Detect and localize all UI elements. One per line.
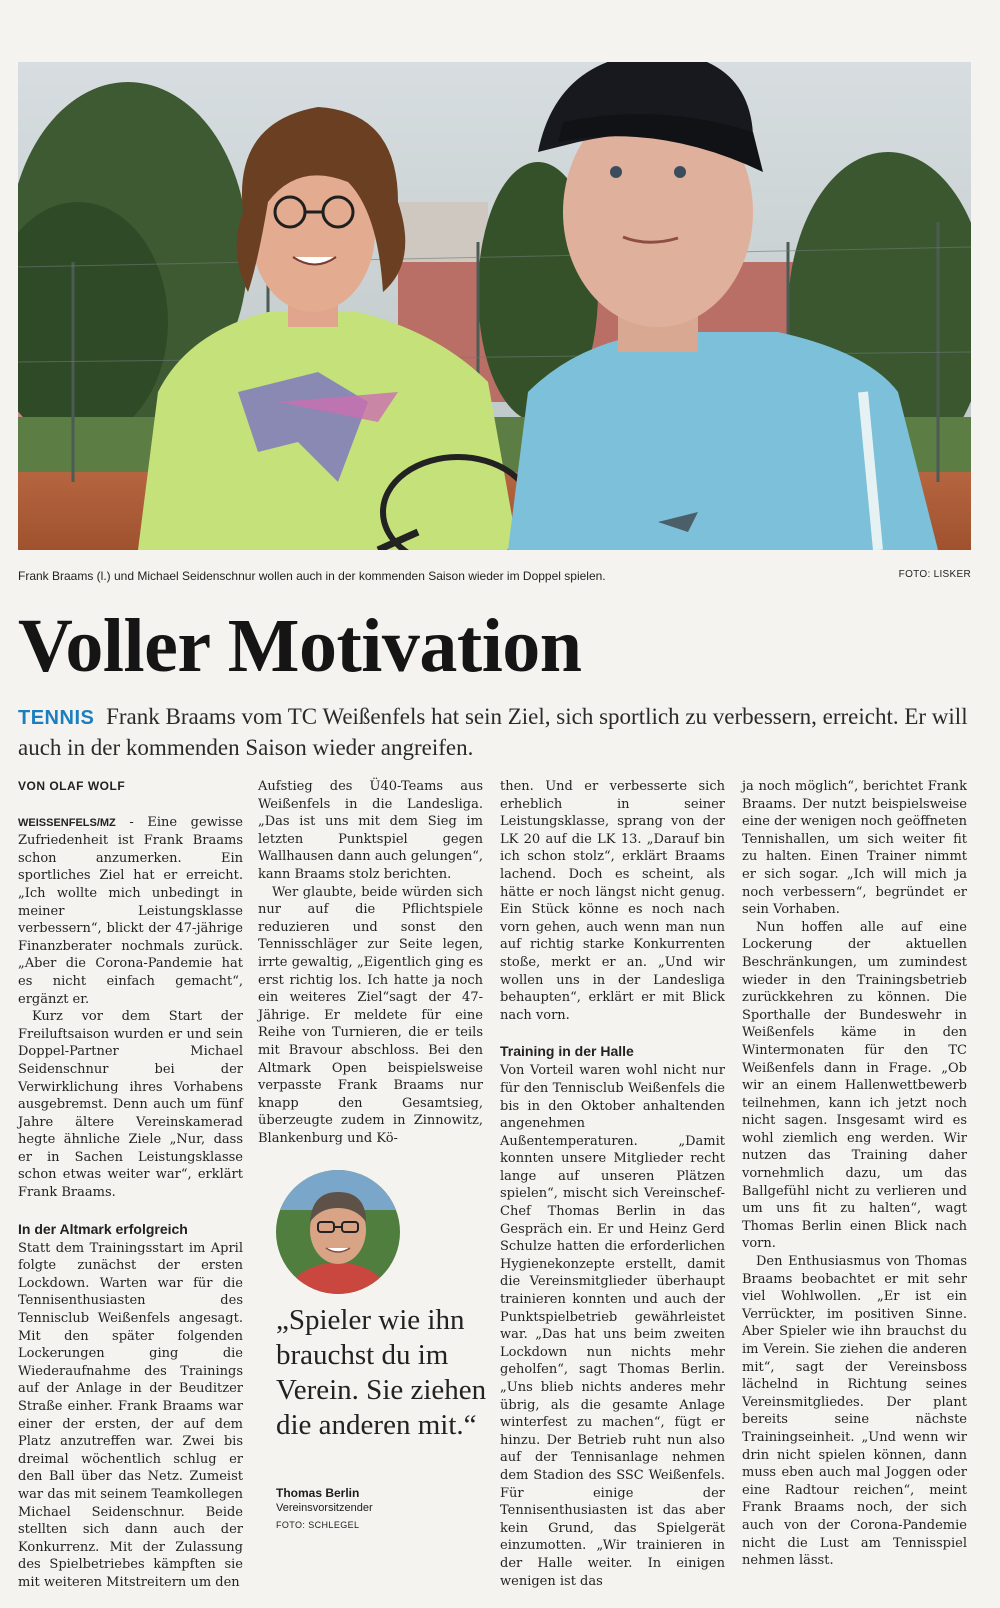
col3-paragraph-2: Von Vorteil waren wohl nicht nur für den Tennisclub Weißenfels die bis in den Oktober anhaltenden angenehmen Außentemperaturen. „Damit konnten unsere Mitglieder recht lange auf unseren Plätzen spielen“, mischt sich Vereinschef-Chef Thomas Berlin in das Gespräch ein. Er und Heinz Gerd Schulze hatten die erforderlichen Hygienekonzepte erstellt, damit die Vereinsmitglieder überhaupt trainieren konnten und auch der Punktspielbetrieb gewährleistet war. „Das hat uns beim zweiten Lockdown nun nichts mehr geholfen“, sagt Thomas Berlin. „Uns blieb nichts anderes mehr übrig, als die gesamte Anlage winterfest zu machen“, fügt er hinzu. Der Betrieb ruht nun also auf der Tennisanlage nehmen dem Stadion des SSC Weißenfels. Für einige der Tennisenthusiasten ist das aber kein Grund, das Spielgerät einzumotten. „Wir trainieren in der Halle weiter. In einigen wenigen ist das: [500, 1063, 725, 1589]
col4-paragraph-3: Den Enthusiasmus von Thomas Braams beobachtet er mit sehr viel Wohlwollen. „Er ist ein Verrückter, im positiven Sinne. Aber Spieler wie ihn brauchst du im Verein. Sie ziehen die anderen mit“, sagt der Vereinsboss lächelnd in Richtung seines Vereinsmitgliedes. Der plant bereits seine nächste Trainingseinheit. „Und wenn wir drin nicht spielen können, dann muss eben auch mal Joggen oder eine Radtour reichen“, meint Frank Braams noch, der sich auch von der Corona-Pandemie nicht die Lust am Tennisspiel nehmen lässt.: [742, 1254, 967, 1569]
col1-paragraph-2: Kurz vor dem Start der Freiluftsaison wurden er und sein Doppel-Partner Michael Seidenschnur bei der Verwirklichung ihres Vorhabens ausgebremst. Denn auch um fünf Jahre ältere Vereinskamerad hegte ähnliche Ziele „Nur, dass er in Sachen Leistungsklasse schon etwas weiter war“, erklärt Frank Braams.: [18, 1009, 243, 1201]
col1-paragraph-1: [18, 814, 243, 1009]
article-column-2: [258, 778, 483, 1147]
col3-paragraph-1: then. Und er verbesserte sich erheblich in seiner Leistungsklasse, sprang von der LK 20 auf die LK 13. „Darauf bin ich schon stolz“, erklärt Braams lachend. Doch es scheint, als hätte er noch längst nicht genug. Ein Stück könne es noch nach vorn gehen, auch wenn man nun auf richtig starke Konkurrenten stoße, merkt er an. „Und wir wollen uns in der Landesliga behaupten“, erklärt er mit Blick nach vorn.: [500, 779, 725, 1023]
deck-text: Frank Braams vom TC Weißenfels hat sein Ziel, sich sportlich zu verbessern, erreicht. Er will auch in der kommenden Saison wieder angreifen.: [18, 704, 968, 760]
col4-paragraph-2: Nun hoffen alle auf eine Lockerung der aktuellen Beschränkungen, um zumindest wieder in den Trainingsbetrieb zurückkehren zu können. Die Sporthalle der Bundeswehr in Weißenfels käme in den Wintermonaten für den TC Weißenfels dann in Frage. „Ob wir an einem Hallenwettbewerb teilnehmen, kann ich jetzt noch nicht sagen. Insgesamt wird es wohl ziemlich eng werden. Wir nutzen das Training daher vornehmlich dazu, um das Ballgefühl nicht zu verlieren und um uns fit zu halten“, wagt Thomas Berlin einen Blick nach vorn.: [742, 919, 967, 1252]
photo-caption-text: Frank Braams (l.) und Michael Seidenschnur wollen auch in der kommenden Saison wieder im Doppel spielen.: [18, 569, 606, 583]
quote-photo-credit: FOTO: SCHLEGEL: [276, 1520, 360, 1530]
article-headline: Voller Motivation: [18, 604, 582, 688]
col1-paragraph-3: Statt dem Trainingsstart im April folgte zunächst der ersten Lockdown. Warten war für die Tennisenthusiasten des Tennisclub Weißenfels angesagt. Mit den später folgenden Lockerungen ging die Wiederaufnahme des Trainings auf der Anlage in der Beuditzer Straße einher. Frank Braams war einer der ersten, der auf dem Platz anzutreffen war. Zwei bis dreimal wöchentlich schlug er den Ball über das Netz. Zumeist war das mit seinem Teamkollegen Michael Seidenschnur. Beide stellten sich dann auch der Konkurrenz. Mit der Zulassung des Spielbetriebes kämpften sie mit weiteren Mitstreitern um den: [18, 1240, 243, 1590]
article-deck: [18, 702, 978, 762]
subhead-altmark: In der Altmark erfolgreich: [18, 1220, 188, 1237]
article-column-3: [500, 778, 725, 1590]
col2-paragraph-2: Wer glaubte, beide würden sich nur auf die Pflichtspiele reduzieren und sonst den Tennisschläger zur Seite legen, irrte gewaltig, „Eigentlich ging es erst richtig los. Ich hatte ja noch ein weiteres Ziel“sagt der 47-Jährige. Er meldete für eine Reihe von Turnieren, die er teils mit Bravour abschloss. Bei den Altmark Open beispielsweise verpasste Frank Braams nur knapp den Gesamtsieg, überzeugte zudem in Zinnowitz, Blankenburg und Kö-: [258, 884, 483, 1146]
article-column-4: [742, 778, 967, 1570]
dateline: WEISSENFELS/MZ: [18, 816, 116, 829]
photo-credit: FOTO: LISKER: [898, 569, 971, 580]
rubric-label: TENNIS: [18, 707, 95, 729]
pull-quote: „Spieler wie ihn brauchst du im Verein. Sie ziehen die anderen mit.“: [276, 1304, 487, 1441]
col1-paragraph-1-text: - Eine gewisse Zufriedenheit ist Frank Braams schon anzumerken. Ein sportliches Ziel hat er erreicht. „Ich wollte mich unbedingt in meiner Leistungsklasse verbessern“, blickt der 47-jährige Finanzberater nochmals zurück. „Aber die Corona-Pandemie hat es nicht einfach gemacht“, ergänzt er.: [18, 814, 243, 1007]
photo-caption: [18, 569, 971, 583]
quote-portrait-photo: [276, 1170, 400, 1294]
byline: VON OLAF WOLF: [18, 779, 126, 793]
quote-author: Thomas Berlin: [276, 1486, 360, 1500]
subhead-training: Training in der Halle: [500, 1043, 634, 1060]
tennis-players-illustration: [18, 62, 971, 550]
article-column-1: [18, 778, 243, 1592]
portrait-illustration: [276, 1170, 400, 1294]
quote-author-role: Vereinsvorsitzender: [276, 1502, 373, 1514]
article-photo: [18, 62, 971, 550]
col4-paragraph-1: ja noch möglich“, berichtet Frank Braams. Der nutzt beispielsweise eine der wenigen noch geöffneten Tennishallen, um sich weiter fit zu halten. Einen Trainer nimmt er sich sogar. „Ich will mich ja noch verbessern“, begründet er sein Vorhaben.: [742, 779, 967, 918]
col2-paragraph-1: Aufstieg des Ü40-Teams aus Weißenfels in die Landesliga. „Das ist uns mit dem Sieg im letzten Punktspiel gegen Wallhausen dann auch gelungen“, kann Braams stolz berichten.: [258, 779, 483, 882]
